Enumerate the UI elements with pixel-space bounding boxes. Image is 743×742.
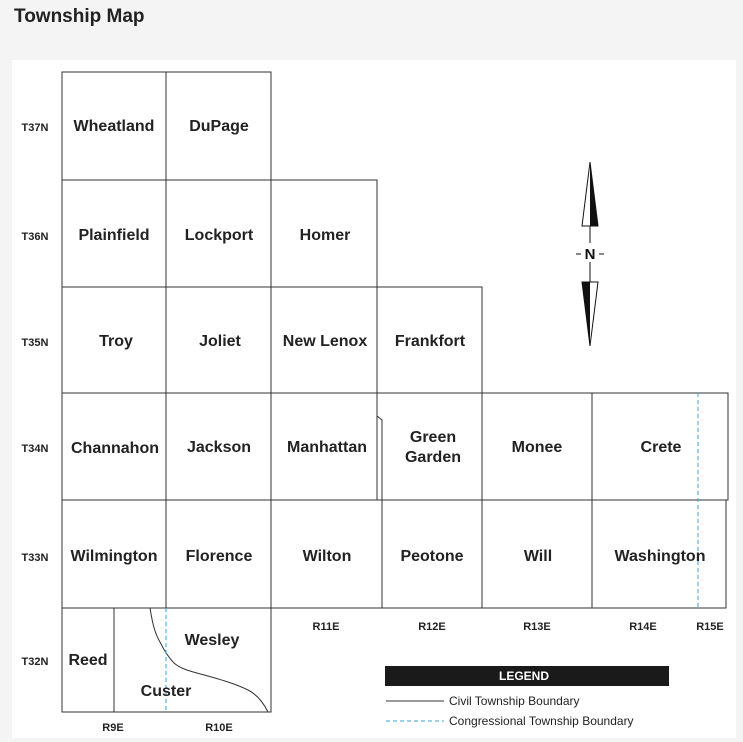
township-label: Will bbox=[523, 548, 553, 565]
township-label: Troy bbox=[99, 333, 133, 350]
range-label: R11E bbox=[312, 621, 340, 633]
north-arrow-icon bbox=[576, 162, 604, 346]
row-label: T36N bbox=[21, 231, 49, 243]
township-label: Frankfort bbox=[394, 333, 466, 350]
township-label: Wesley bbox=[184, 632, 240, 649]
township-label: Wilton bbox=[302, 548, 352, 565]
township-label: Wilmington bbox=[70, 548, 158, 565]
range-label: R9E bbox=[102, 722, 124, 734]
row-label: T35N bbox=[21, 337, 49, 349]
map-canvas bbox=[12, 60, 736, 738]
township-label: Manhattan bbox=[287, 439, 367, 456]
row-labels bbox=[22, 122, 49, 668]
legend-civil-label: Civil Township Boundary bbox=[449, 694, 580, 708]
township-label: Jackson bbox=[186, 439, 252, 456]
township-label: Lockport bbox=[184, 227, 254, 244]
township-label: Reed bbox=[68, 652, 108, 669]
range-label: R10E bbox=[205, 722, 233, 734]
township-map bbox=[12, 60, 736, 738]
township-label: Washington bbox=[614, 548, 706, 565]
township-label-garden: Garden bbox=[404, 449, 462, 466]
range-label: R15E bbox=[696, 621, 724, 633]
cell-wesley-custer bbox=[114, 608, 271, 712]
range-label: R14E bbox=[629, 621, 657, 633]
township-label: DuPage bbox=[189, 118, 249, 135]
civil-boundaries bbox=[62, 72, 728, 712]
township-label: Homer bbox=[299, 227, 351, 244]
township-label: Plainfield bbox=[78, 227, 150, 244]
row-label: T33N bbox=[21, 552, 49, 564]
township-label-green: Green bbox=[409, 429, 457, 446]
township-label: Florence bbox=[185, 548, 253, 565]
range-label: R12E bbox=[418, 621, 446, 633]
township-label: Crete bbox=[640, 439, 682, 456]
cell-green-garden bbox=[377, 393, 482, 500]
township-label: Monee bbox=[511, 439, 563, 456]
row-label: T34N bbox=[21, 443, 49, 455]
row-label: T32N bbox=[21, 656, 49, 668]
township-label: Channahon bbox=[71, 440, 159, 457]
legend-title: LEGEND bbox=[498, 669, 550, 683]
township-label: Custer bbox=[140, 683, 192, 700]
north-label: N bbox=[584, 246, 596, 263]
page-title: Township Map bbox=[14, 6, 145, 27]
row-label: T37N bbox=[21, 122, 49, 134]
township-label: Wheatland bbox=[73, 118, 155, 135]
legend-congressional-label: Congressional Township Boundary bbox=[449, 714, 634, 728]
legend bbox=[385, 666, 669, 728]
township-label: Joliet bbox=[199, 333, 241, 350]
range-label: R13E bbox=[523, 621, 551, 633]
township-label: New Lenox bbox=[282, 333, 368, 350]
township-label: Peotone bbox=[400, 548, 464, 565]
township-labels bbox=[68, 118, 705, 700]
